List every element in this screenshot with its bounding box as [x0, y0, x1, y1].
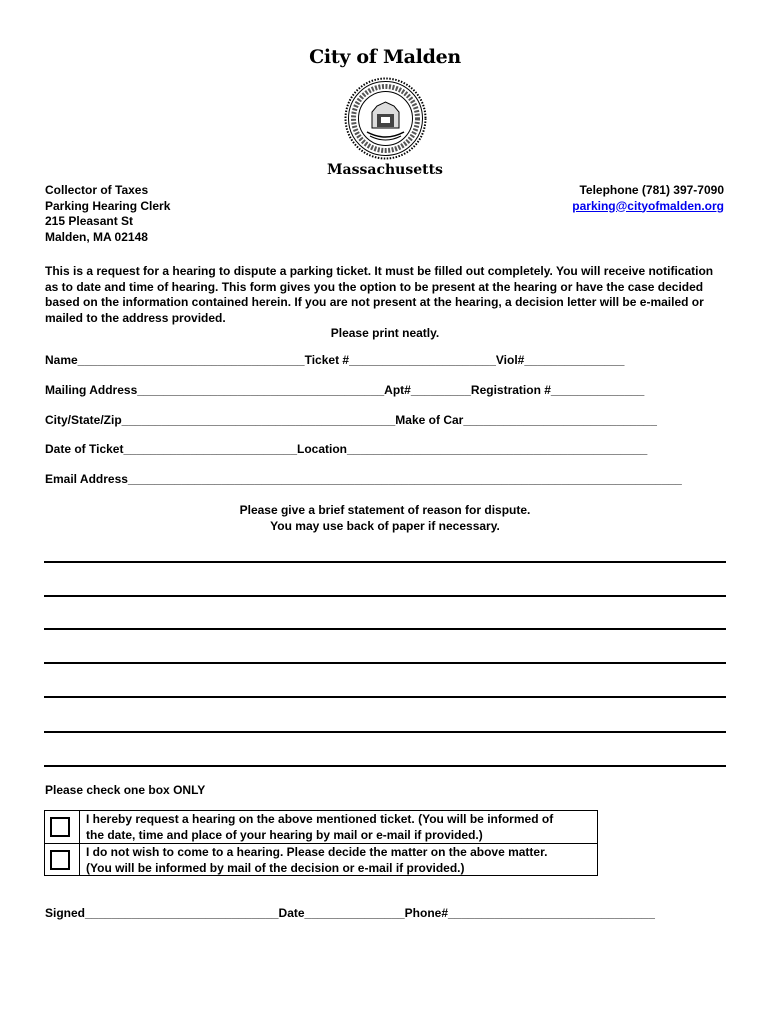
address-line-4: Malden, MA 02148 — [45, 229, 148, 244]
date-location-field[interactable]: Date of Ticket__________________________Location_____________________________________________ — [45, 442, 648, 456]
name-ticket-viol-field[interactable]: Name__________________________________Ticket #______________________Viol#_______________ — [45, 353, 625, 367]
intro-text: This is a request for a hearing to dispute a parking ticket. It must be filled out completely. You will receive notification as to date and time of hearing. This form gives you the option to be present at the hearing or have the case decided based on the information contained herein. If you are not present at the hearing, a decision letter will be e-mailed or mailed to the address provided. — [45, 264, 714, 325]
reason-instructions — [0, 503, 770, 534]
telephone: Telephone (781) 397-7090 — [579, 183, 724, 197]
no-hearing-checkbox[interactable] — [50, 850, 70, 870]
contact-block — [572, 183, 724, 214]
city-seal-icon — [343, 76, 428, 161]
mailing-address-field[interactable]: Mailing Address_____________________________________Apt#_________Registration #______________ — [45, 383, 645, 397]
address-line-1: Collector of Taxes — [45, 183, 149, 197]
option-text — [86, 845, 547, 876]
reason-line[interactable] — [44, 731, 726, 733]
mailing-address-block — [45, 183, 170, 245]
reason-line[interactable] — [44, 662, 726, 664]
option-text — [86, 812, 553, 843]
option-request-hearing — [45, 811, 597, 843]
state-title: Massachusetts — [327, 162, 443, 178]
reason-line[interactable] — [44, 696, 726, 698]
option-2-line-1: I do not wish to come to a hearing. Please decide the matter on the above matter. — [86, 845, 548, 859]
reason-line[interactable] — [44, 595, 726, 597]
checkbox-cell — [45, 844, 80, 876]
intro-paragraph — [45, 264, 725, 342]
checkbox-cell — [45, 811, 80, 843]
option-1-line-2: the date, time and place of your hearing by mail or e-mail if provided.) — [86, 827, 483, 842]
reason-line-1: Please give a brief statement of reason for dispute. — [239, 503, 531, 517]
address-line-2: Parking Hearing Clerk — [45, 198, 171, 213]
city-title: City of Malden — [309, 46, 461, 68]
email-address-field[interactable]: Email Address___________________________________________________________________________________ — [45, 472, 682, 486]
reason-line[interactable] — [44, 765, 726, 767]
reason-line-2: You may use back of paper if necessary. — [270, 518, 500, 533]
check-instruction: Please check one box ONLY — [45, 783, 206, 797]
print-note: Please print neatly. — [330, 326, 440, 340]
option-2-line-2: (You will be informed by mail of the decision or e-mail if provided.) — [86, 860, 465, 875]
request-hearing-checkbox[interactable] — [50, 817, 70, 837]
options-table — [44, 810, 598, 876]
signature-date-phone-field[interactable]: Signed_____________________________Date_______________Phone#_______________________________ — [45, 906, 655, 920]
option-no-hearing — [45, 843, 597, 876]
email-link[interactable]: parking@cityofmalden.org — [572, 198, 724, 213]
address-line-3: 215 Pleasant St — [45, 214, 134, 228]
option-1-line-1: I hereby request a hearing on the above mentioned ticket. (You will be informed of — [86, 812, 554, 826]
reason-line[interactable] — [44, 628, 726, 630]
reason-line[interactable] — [44, 561, 726, 563]
city-make-field[interactable]: City/State/Zip_________________________________________Make of Car_____________________________ — [45, 413, 657, 427]
